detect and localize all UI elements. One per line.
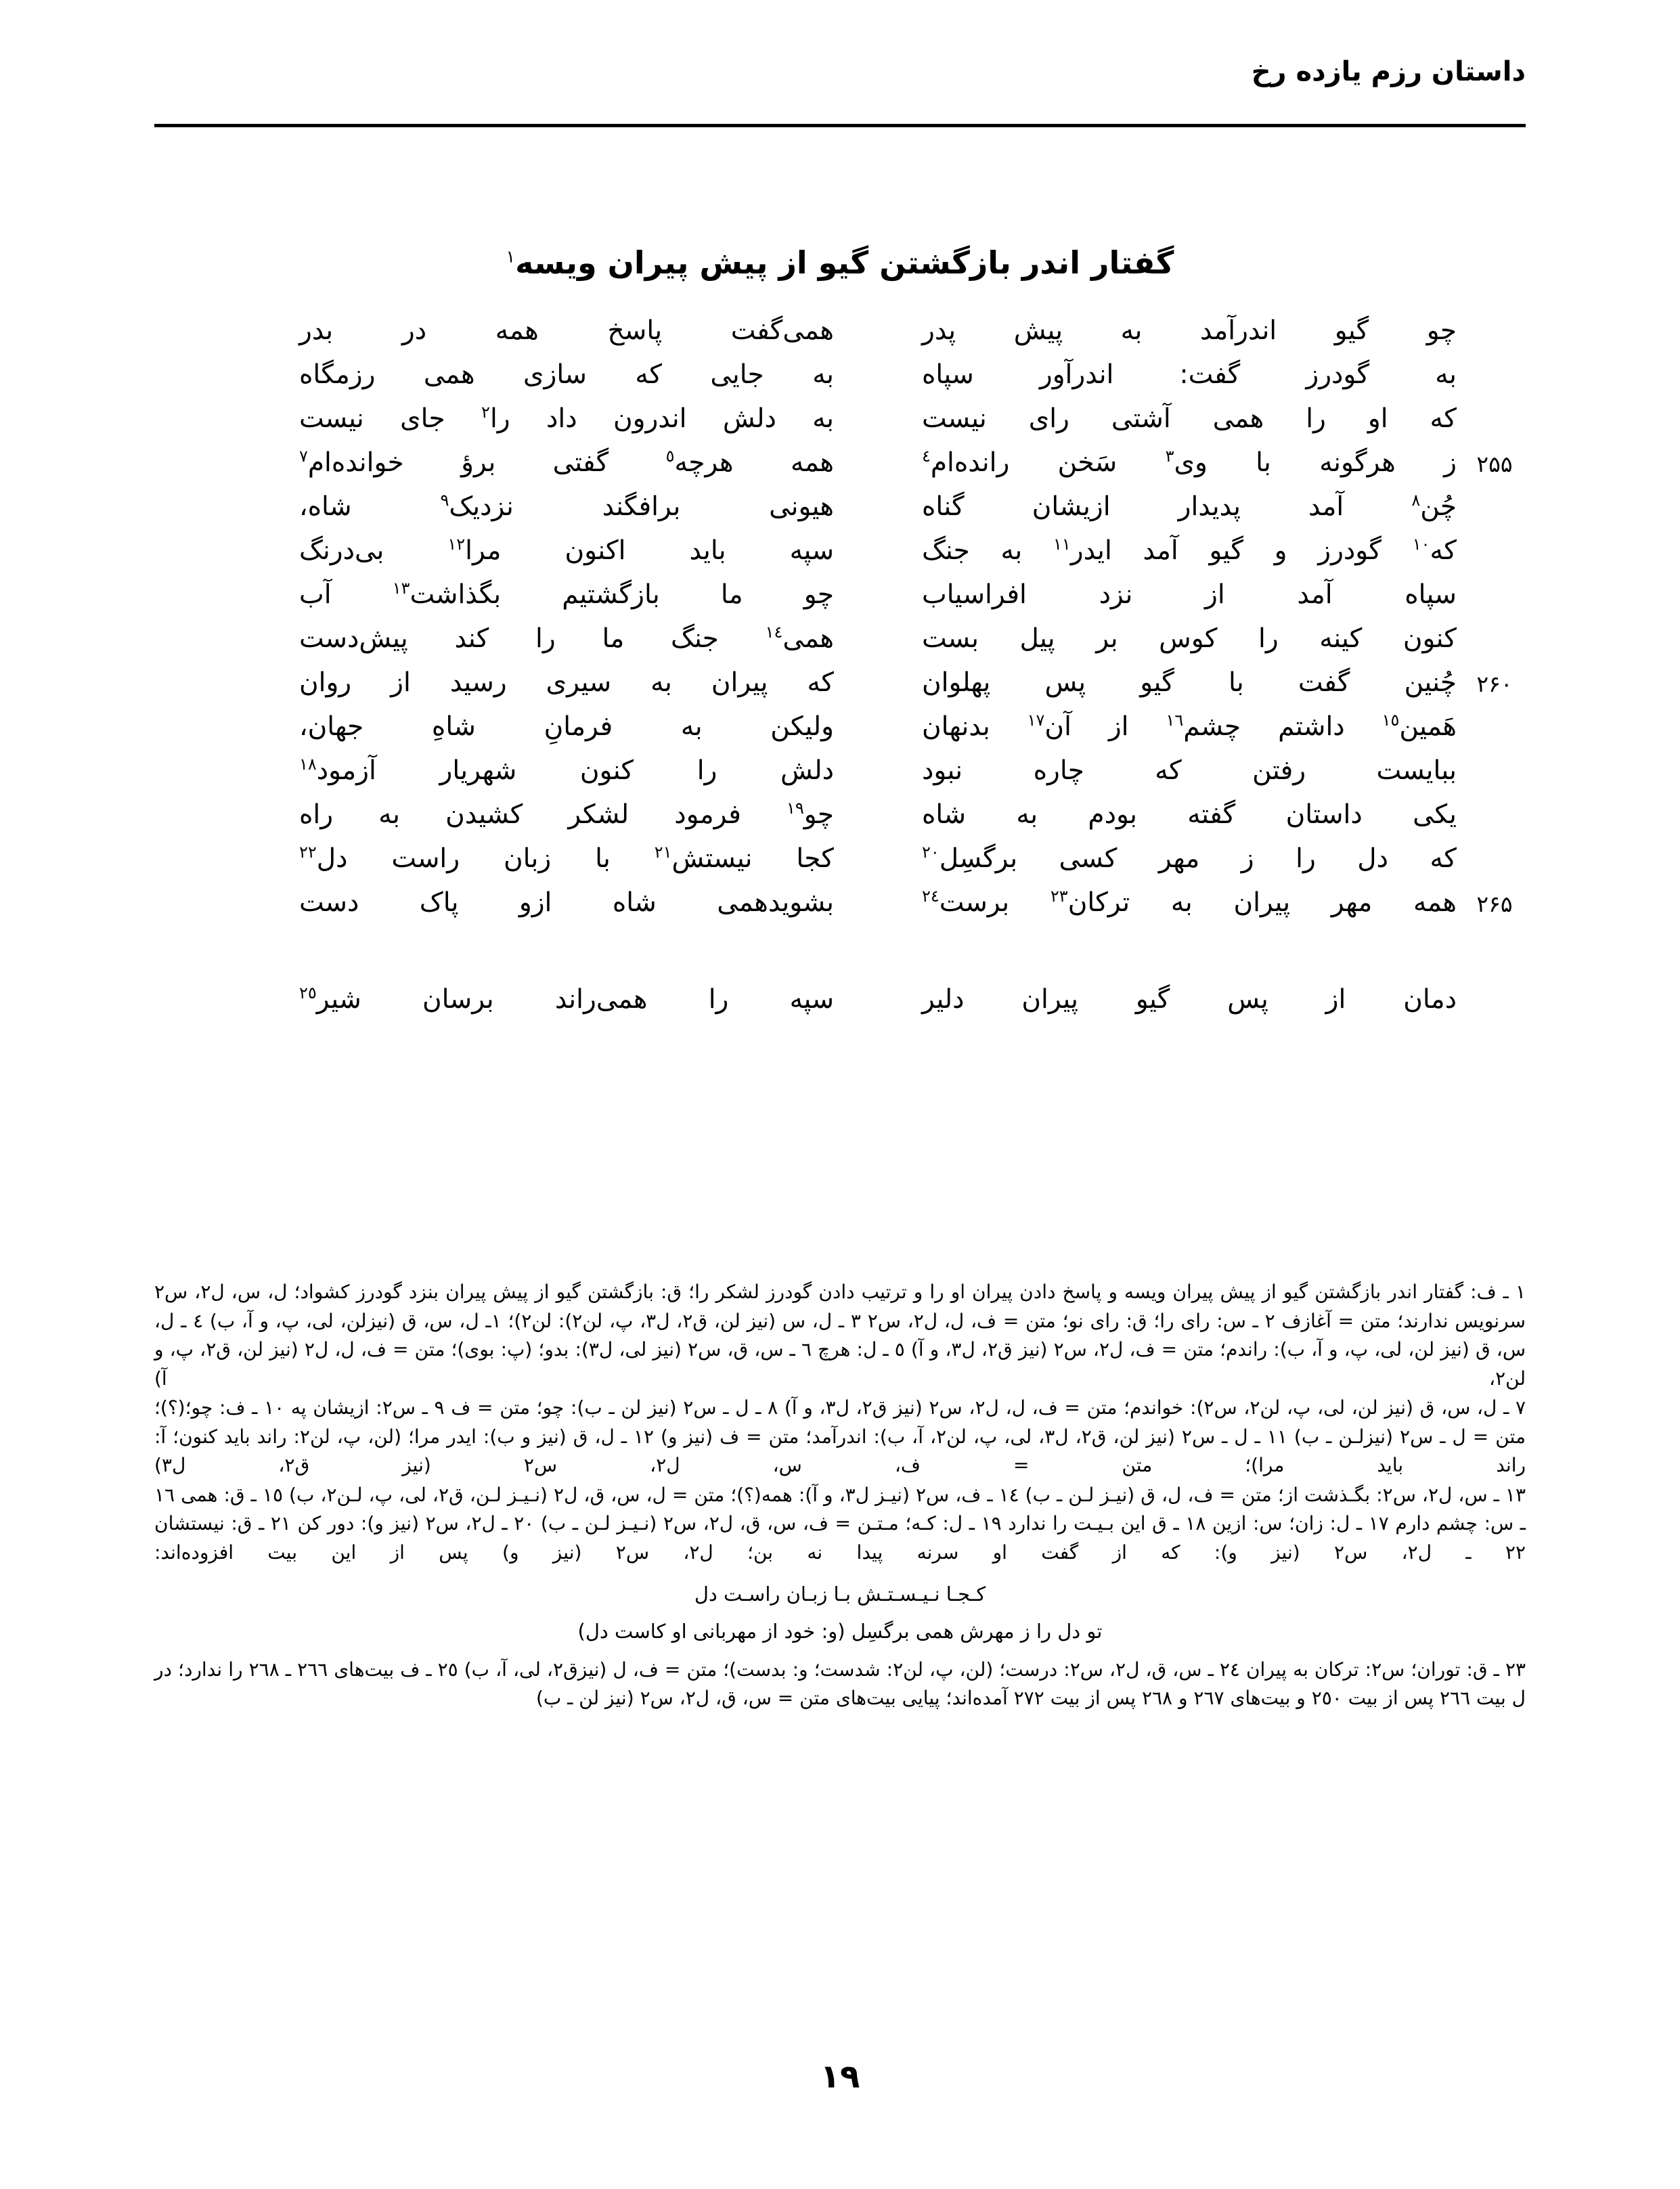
verse-row (156, 625, 1524, 669)
footnote-marker: ١٣ (392, 579, 410, 598)
footnote-marker: ١٢ (447, 535, 466, 554)
hemistich-second: به دلش اندرون داد را$^٢$ جای نیست (299, 403, 834, 434)
hemistich-first: دمان از پس گیو پیران دلیر (922, 984, 1457, 1015)
hemistich-first: ببایست رفتن که چاره نبود (922, 755, 1457, 786)
verse-row (156, 713, 1524, 757)
apparatus-entry: ١ ـ ف: گفتار اندر بازگشتن گیو از پیش پیران ویسه و پاسخ دادن پیران او را و ترتیب دادن گودرز لشکر را؛ ق: بازگشتن گیو از پیش پیران بنزد گودرز کشواد؛ ل، س، ل٢، س٢ سرنویس ندارند؛ متن = آغازف ٢ ـ س: رای را؛ ق: رای نو؛ متن = ف، ل، ل٢، س٢ ٣ ـ ل، س (نیز لن، ق٢، ل٣، پ، لن٢): لن٢)؛ ١ـ ل، س، ق (نیزلن، لی، پ، و آ، ب) ٤ ـ ل، س، ق (نیز لن، لی، پ، و آ، ب): راندم؛ متن = ف، ل٢، س٢ (نیز ق٢، ل٣، و آ) ٥ ـ ل: هرچ ٦ ـ س، ق، س٢ (نیز لی، ل٣): بدو؛ (پ: بوی)؛ متن = ف، ل، ل٢ (نیز لن، ق٢، پ، و لن٢، آ) (154, 1281, 1526, 1390)
hemistich-second: همی$^{١٤}$ جنگ ما را کند پیش‌دست (299, 623, 834, 654)
apparatus-inset-line: تو دل را ز مهرش همی برگسِل (و: خود از مهربانی او کاست دل) (577, 1619, 1103, 1643)
apparatus-entry: ٧ ـ ل، س، ق (نیز لن، لی، پ، لن٢، س٢): خواندم؛ متن = ف، ل، ل٢، س٢ (نیز ق٢، ل٣، و آ) ٨ ـ ل ـ س٢ (نیز لن ـ ب): چو؛ متن = ف ٩ ـ س٢: ازیشان په ١٠ ـ ف: چو؛(؟)؛ متن = ل ـ س٢ (نیزلـن ـ ب) ١١ ـ ل ـ س٢ (نیز لن، ق٢، ل٣، لی، پ، لن٢، آ، ب): اندرآمد؛ متن = ف (نیز و) ١٢ ـ ل، ق (نیز و ب): ایدر مرا؛ (لن، پ، لن٢: راند باید کنون؛ آ: راند باید مرا)؛ متن = ف، س، ل٢، س٢ (نیز ق٢، ل٣) (154, 1396, 1526, 1477)
hemistich-second: که پیران به سیری رسید از روان (299, 667, 834, 698)
footnote-marker: ٨ (1411, 491, 1421, 510)
footnote-marker: ٧ (299, 447, 308, 466)
apparatus-inset-verse: کـجـا نـیـسـتـش بـا زبـان راسـت دل (694, 1583, 986, 1606)
verse-row (156, 317, 1524, 361)
verse-row (156, 983, 1524, 1030)
section-title-footnote-marker: ۱ (506, 246, 516, 267)
footnote-marker: ١٦ (1166, 711, 1184, 730)
hemistich-second: سپه را همی‌راند برسان شیر$^{٢٥}$ (299, 983, 834, 1015)
hemistich-first: همه مهر پیران به ترکان$^{٢٣}$ برست$^{٢٤}$ (922, 887, 1457, 918)
verse-row (156, 449, 1524, 493)
hemistich-first: چُنین گفت با گیو پس پهلوان (922, 667, 1457, 698)
footnote-marker: ٤ (922, 447, 931, 466)
hemistich-second: ولیکن به فرمانِ شاهِ جهان، (299, 711, 834, 742)
apparatus-entry: ١٣ ـ س، ل٢، س٢: بگـذشت از؛ متن = ف، ل، ق (نیـز لـن ـ ب) ١٤ ـ ف، س٢ (نیـز ل٣، و آ): همه(؟)؛ متن = ل، س، ق، ل٢ (نـیـز لـن، ق٢، لی، پ، لـن٢، ب) ١٥ ـ ق: همی ١٦ ـ س: چشم دارم ١٧ ـ ل: زان؛ س: ازین ١٨ ـ ق این بـیـت را ندارد ١٩ ـ ل: کـه؛ مـتـن = ف، س، ق، ل٢، س٢ (نـیـز لـن ـ ب) ٢٠ ـ ل٢، س٢ (نیز و): دور کن ٢١ ـ ق: نیستشان ٢٢ ـ ل٢، س٢ (نیز و): که از گفت او سرنه پیدا نه بن؛ ل٢، س٢ (نیز و) پس از این بیت افزوده‌اند: (154, 1483, 1526, 1564)
footnote-marker: ٣ (1165, 447, 1174, 466)
running-header-title: داستان رزم یازده رخ (1251, 56, 1526, 87)
hemistich-second: همه هرچه$^٥$ گفتی برؤ خوانده‌ام$^٧$ (299, 447, 834, 478)
verse-row (156, 669, 1524, 713)
hemistich-second: همی‌گفت پاسخ همه در بدر (299, 315, 834, 346)
verse-row (156, 889, 1524, 933)
footnote-marker: ١٨ (299, 755, 317, 774)
verse-row (156, 493, 1524, 537)
footnote-marker: ١٠ (1412, 535, 1430, 554)
footnote-marker: ١١ (1053, 535, 1071, 554)
section-title (0, 244, 1680, 281)
hemistich-first: ز هرگونه با وی$^٣$ سَخن رانده‌ام$^٤$ (922, 447, 1457, 478)
hemistich-first: کنون کینه را کوس بر پیل بست (922, 623, 1457, 654)
footnote-marker: ٩ (440, 491, 449, 510)
hemistich-second: بشویدهمی شاه ازو پاک دست (299, 887, 834, 918)
verse-row (156, 801, 1524, 845)
verse-row (156, 845, 1524, 889)
apparatus-entry: ٢٣ ـ ق: توران؛ س٢: ترکان به پیران ٢٤ ـ س، ق، ل٢، س٢: درست؛ (لن، پ، لن٢: شدست؛ و: بدست)؛ متن = ف، ل (نیزق٢، لی، آ، ب) ٢٥ ـ ف بیت‌های ٢٦٦ ـ ٢٦٨ را ندارد؛ در ل بیت ٢٦٦ پس از بیت ٢٥٠ و بیت‌های ٢٦٧ و ٢٦٨ پس از بیت ٢٧٢ آمده‌اند؛ پیایی بیت‌های متن = س، ق، ل٢، س٢ (نیز لن ـ ب) (154, 1658, 1526, 1710)
footnote-marker: ١٧ (1027, 711, 1045, 730)
hemistich-first: به گودرز گفت: اندرآور سپاه (922, 359, 1457, 390)
verse-line-number: ۲۶۵ (1476, 891, 1513, 917)
footnote-marker: ٥ (665, 447, 675, 466)
folio-page-number: ۱۹ (820, 2058, 860, 2096)
verse-line-number: ۲۵۵ (1476, 451, 1513, 477)
footnote-marker: ٢٥ (299, 983, 317, 1002)
footnote-marker: ٢٠ (922, 843, 940, 862)
critical-apparatus (154, 1278, 1526, 1714)
hemistich-second: دلش را کنون شهریار آزمود$^{١٨}$ (299, 755, 834, 786)
hemistich-first: چو گیو اندرآمد به پیش پدر (922, 315, 1457, 346)
hemistich-second: به جایی که سازی همی رزمگاه (299, 359, 834, 390)
hemistich-first: یکی داستان گفته بودم به شاه (922, 799, 1457, 830)
footnote-marker: ٢١ (654, 843, 672, 862)
hemistich-first: چُن$^٨$ آمد پدیدار ازیشان گناه (922, 491, 1457, 522)
verse-row (156, 757, 1524, 801)
hemistich-first: که او را همی آشتی رای نیست (922, 403, 1457, 434)
footnote-marker: ٢٣ (1050, 887, 1068, 906)
section-title-text: گفتار اندر بازگشتن گیو از پیش پیران ویسه (515, 244, 1174, 281)
footnote-marker: ١٥ (1381, 711, 1400, 730)
verse-row (156, 405, 1524, 449)
verse-row (156, 537, 1524, 581)
verse-line-number: ۲۶۰ (1476, 671, 1513, 697)
hemistich-first: که$^{١٠}$ گودرز و گیو آمد ایدر$^{١١}$ به جنگ (922, 535, 1457, 566)
verse-row (156, 361, 1524, 405)
hemistich-second: کجا نیستش$^{٢١}$ با زبان راست دل$^{٢٢}$ (299, 843, 834, 874)
footnote-marker: ١٩ (786, 799, 804, 818)
verse-row (156, 581, 1524, 625)
hemistich-first: که دل را ز مهر کسی برگسِل$^{٢٠}$ (922, 843, 1457, 874)
footnote-marker: ٢٢ (299, 843, 317, 862)
header-rule (154, 124, 1526, 127)
hemistich-second: چو ما بازگشتیم بگذاشت$^{١٣}$ آب (299, 579, 834, 610)
hemistich-first: هَمین$^{١٥}$ داشتم چشم$^{١٦}$ از آن$^{١٧}$ بدنهان (922, 711, 1457, 742)
hemistich-second: چو$^{١٩}$ فرمود لشکر کشیدن به راه (299, 799, 834, 830)
hemistich-second: سپه باید اکنون مرا$^{١٢}$ بی‌درنگ (299, 535, 834, 566)
footnote-marker: ١٤ (765, 623, 783, 642)
footnote-marker: ٢ (481, 403, 490, 422)
verse-block (156, 317, 1524, 1030)
hemistich-second: هیونی برافگند نزدیک$^٩$ شاه، (299, 491, 834, 522)
hemistich-first: سپاه آمد از نزد افراسیاب (922, 579, 1457, 610)
footnote-marker: ٢٤ (922, 887, 940, 906)
